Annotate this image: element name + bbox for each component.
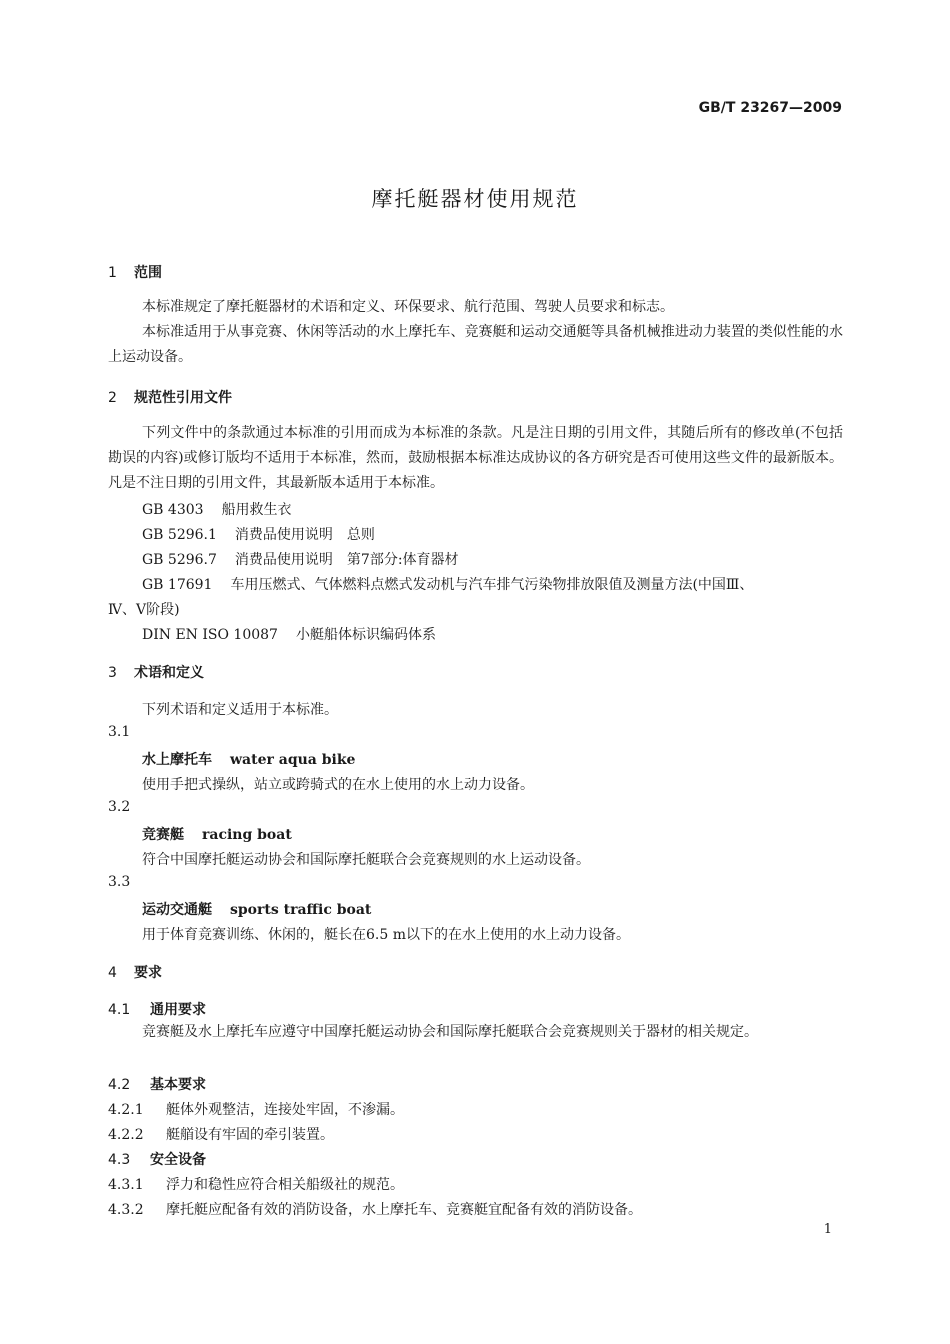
reference-item — [142, 549, 459, 569]
clause-number: 4.3.1 — [108, 1177, 144, 1193]
clause-number: 4.2.1 — [108, 1102, 144, 1118]
term-zh: 竞赛艇 — [142, 827, 184, 843]
term-number: 3.3 — [108, 874, 131, 890]
section-3-intro: 下列术语和定义适用于本标准。 — [142, 702, 338, 718]
term-definition: 使用手把式操纵，站立或跨骑式的在水上使用的水上动力设备。 — [142, 777, 534, 793]
section-number: 3 — [108, 665, 117, 681]
reference-item — [142, 524, 375, 544]
term-heading — [142, 749, 355, 769]
reference-code: GB 4303 — [142, 502, 204, 518]
section-1-paragraph-1 — [108, 295, 843, 320]
clause-item — [108, 1099, 404, 1119]
reference-item — [142, 574, 753, 594]
section-title: 范围 — [134, 265, 162, 281]
paragraph-text: 本标准适用于从事竞赛、休闲等活动的水上摩托车、竞赛艇和运动交通艇等具备机械推进动力装置的类似性能的水上运动设备。 — [108, 324, 843, 365]
subsection-4-3-heading — [108, 1149, 206, 1169]
subsection-title: 通用要求 — [150, 1002, 206, 1018]
term-heading — [142, 824, 292, 844]
term-number: 3.2 — [108, 799, 131, 815]
standard-code: GB/T 23267—2009 — [698, 100, 842, 116]
reference-code: GB 5296.7 — [142, 552, 217, 568]
subsection-number: 4.2 — [108, 1077, 131, 1093]
term-en: racing boat — [202, 827, 292, 843]
section-1-heading — [108, 262, 162, 282]
term-zh: 运动交通艇 — [142, 902, 212, 918]
section-4-heading — [108, 962, 162, 982]
reference-title: 船用救生衣 — [221, 502, 292, 518]
paragraph-text: 本标准规定了摩托艇器材的术语和定义、环保要求、航行范围、驾驶人员要求和标志。 — [142, 299, 674, 315]
term-zh: 水上摩托车 — [142, 752, 212, 768]
subsection-number: 4.3 — [108, 1152, 131, 1168]
term-definition: 用于体育竞赛训练、休闲的，艇长在6.5 m以下的在水上使用的水上动力设备。 — [142, 927, 630, 943]
page-number: 1 — [823, 1222, 832, 1237]
section-title: 要求 — [134, 965, 162, 981]
reference-title: 消费品使用说明 第7部分:体育器材 — [234, 552, 459, 568]
section-1-paragraph-2 — [108, 320, 843, 370]
reference-title: 小艇船体标识编码体系 — [295, 627, 436, 643]
section-2-heading — [108, 387, 232, 407]
reference-code: GB 5296.1 — [142, 527, 217, 543]
reference-title-continuation: Ⅳ、Ⅴ阶段) — [108, 602, 180, 618]
subsection-number: 4.1 — [108, 1002, 131, 1018]
subsection-4-2-heading — [108, 1074, 206, 1094]
clause-number: 4.2.2 — [108, 1127, 144, 1143]
reference-title: 车用压燃式、气体燃料点燃式发动机与汽车排气污染物排放限值及测量方法(中国Ⅲ、 — [230, 577, 754, 593]
reference-item — [142, 624, 436, 644]
section-2-intro — [108, 421, 843, 496]
clause-text: 艇艏设有牢固的牵引装置。 — [166, 1127, 334, 1143]
paragraph-text: 竞赛艇及水上摩托车应遵守中国摩托艇运动协会和国际摩托艇联合会竞赛规则关于器材的相关规定。 — [142, 1024, 758, 1040]
term-en: water aqua bike — [230, 752, 356, 768]
reference-title: 消费品使用说明 总则 — [234, 527, 375, 543]
clause-item — [108, 1124, 334, 1144]
subsection-title: 安全设备 — [150, 1152, 206, 1168]
term-number: 3.1 — [108, 724, 131, 740]
subsection-4-1-text — [108, 1020, 843, 1045]
reference-code: DIN EN ISO 10087 — [142, 627, 278, 643]
section-title: 规范性引用文件 — [134, 390, 232, 406]
section-number: 4 — [108, 965, 117, 981]
reference-code: GB 17691 — [142, 577, 213, 593]
clause-item — [108, 1199, 642, 1219]
section-3-heading — [108, 662, 204, 682]
term-en: sports traffic boat — [230, 902, 372, 918]
subsection-title: 基本要求 — [150, 1077, 206, 1093]
clause-text: 艇体外观整洁，连接处牢固，不渗漏。 — [166, 1102, 404, 1118]
clause-text: 摩托艇应配备有效的消防设备，水上摩托车、竞赛艇宜配备有效的消防设备。 — [166, 1202, 642, 1218]
section-number: 1 — [108, 265, 117, 281]
document-title: 摩托艇器材使用规范 — [371, 187, 579, 211]
term-heading — [142, 899, 371, 919]
clause-number: 4.3.2 — [108, 1202, 144, 1218]
section-title: 术语和定义 — [134, 665, 204, 681]
paragraph-text: 下列文件中的条款通过本标准的引用而成为本标准的条款。凡是注日期的引用文件，其随后所有的修改单(不包括勘误的内容)或修订版均不适用于本标准，然而，鼓励根据本标准达成协议的各方研究是否可使用这些文件的最新版本。凡是不注日期的引用文件，其最新版本适用于本标准。 — [108, 425, 843, 491]
term-definition: 符合中国摩托艇运动协会和国际摩托艇联合会竞赛规则的水上运动设备。 — [142, 852, 590, 868]
clause-text: 浮力和稳性应符合相关船级社的规范。 — [166, 1177, 404, 1193]
subsection-4-1-heading — [108, 999, 206, 1019]
reference-item — [142, 499, 292, 519]
clause-item — [108, 1174, 404, 1194]
section-number: 2 — [108, 390, 117, 406]
